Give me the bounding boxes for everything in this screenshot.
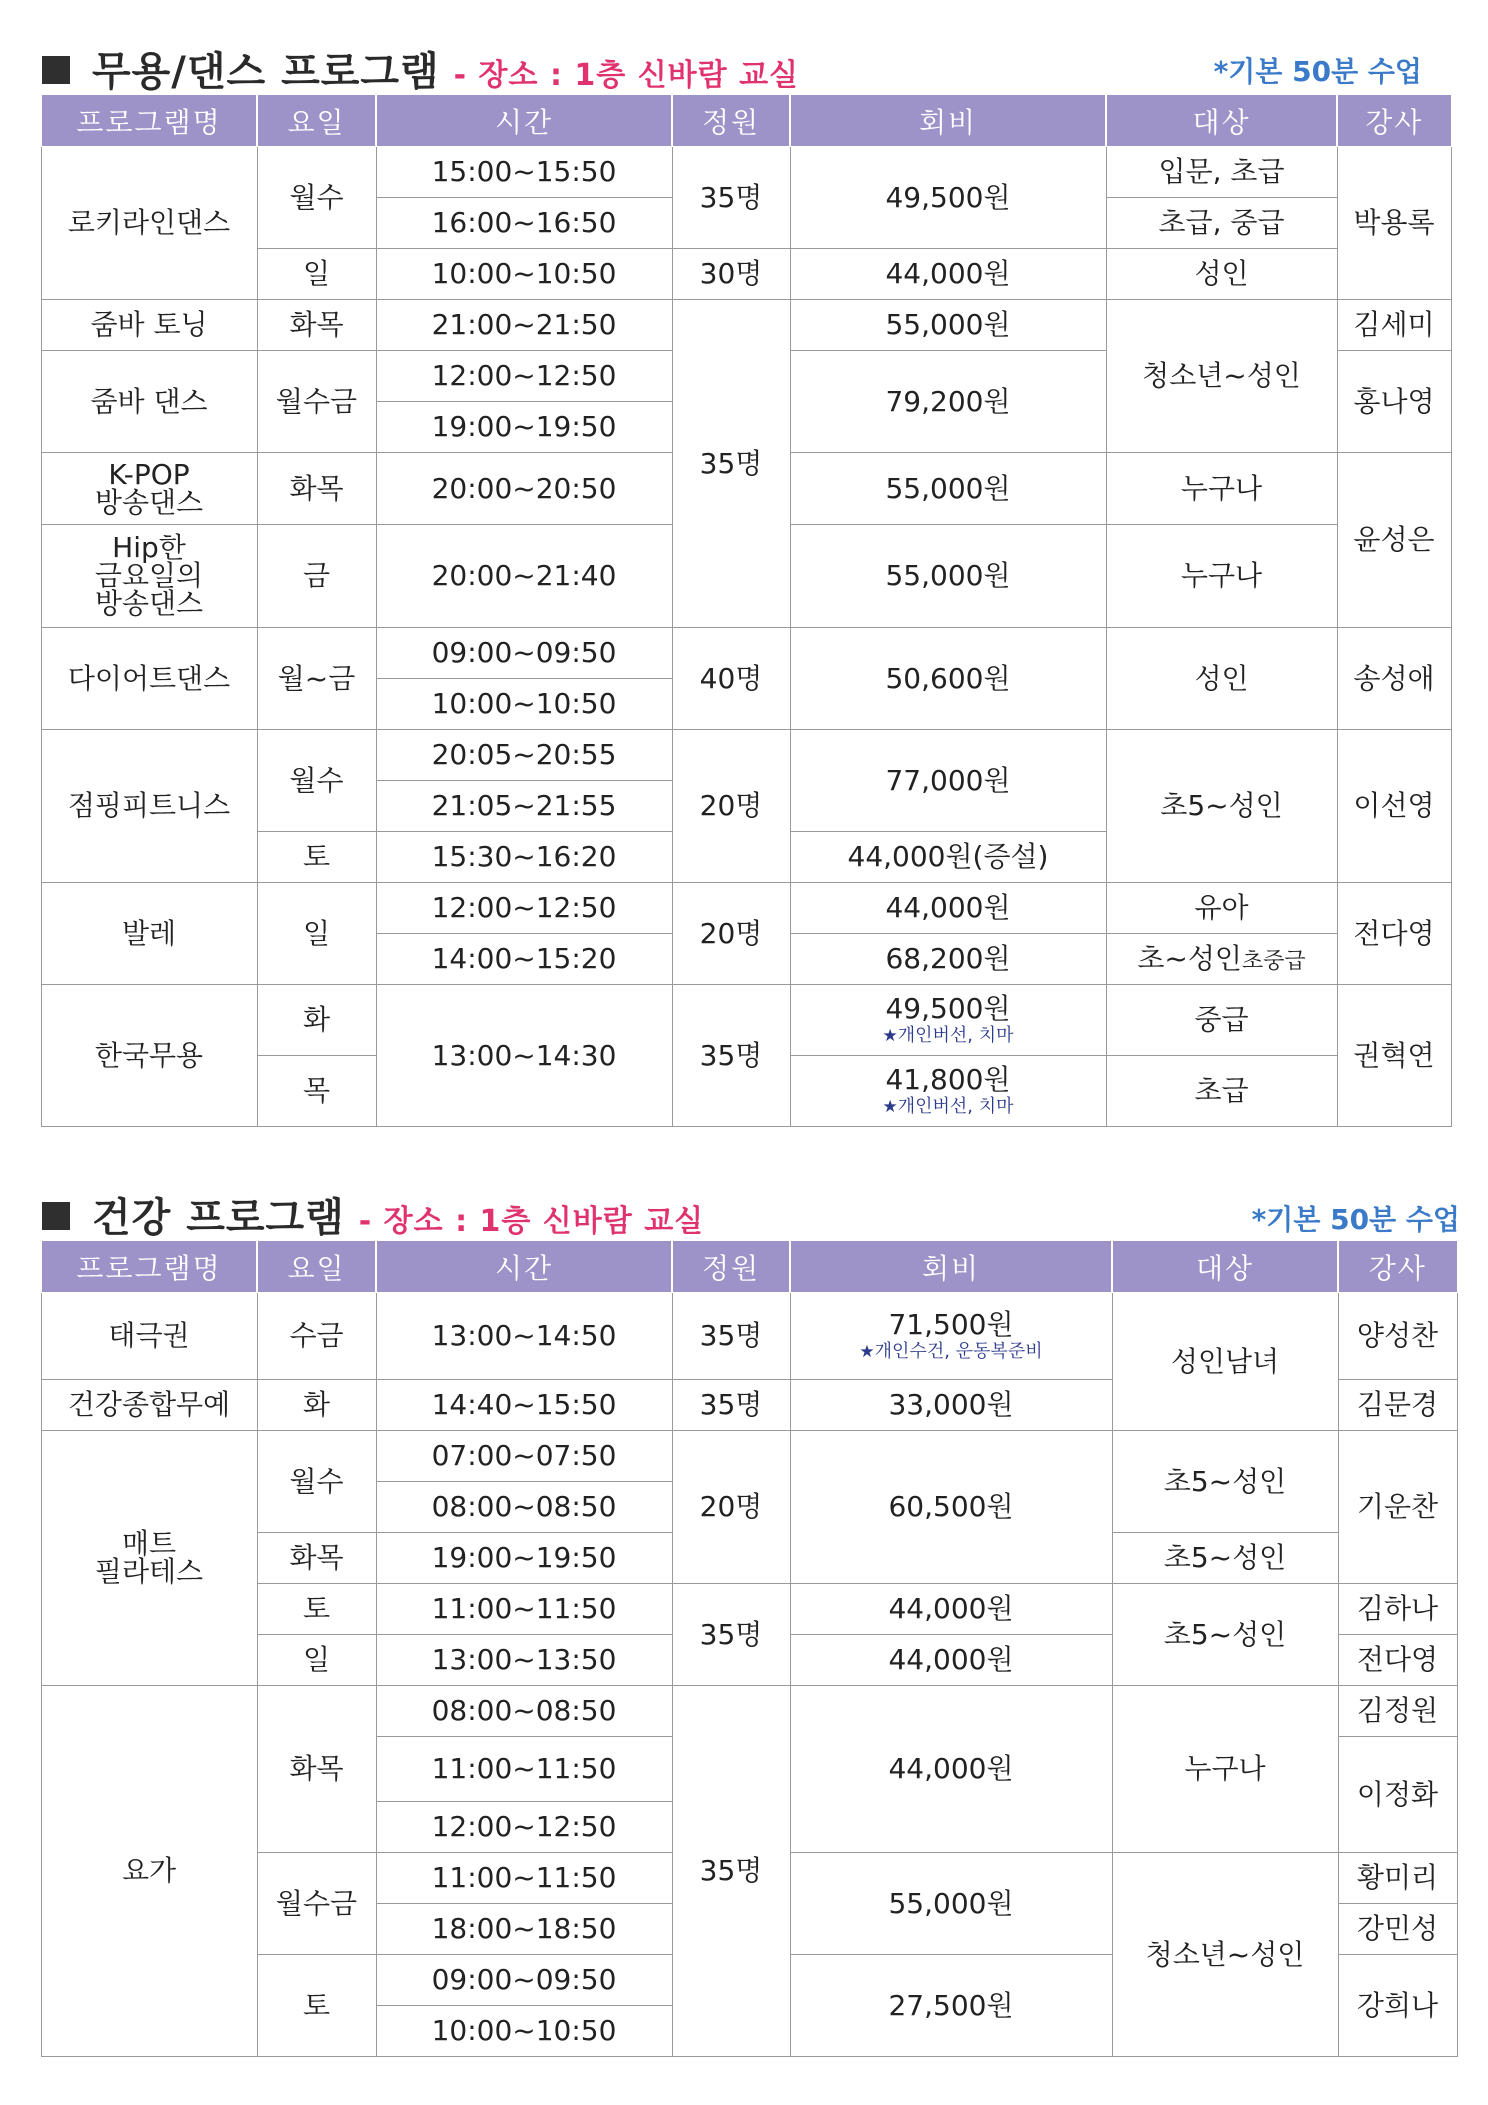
section-title: 무용/댄스 프로그램 - 장소 : 1층 신바람 교실 <box>92 49 800 95</box>
fee-cell: 68,200원 <box>790 934 1106 985</box>
time-cell: 11:00~11:50 <box>376 1737 672 1802</box>
target-cell: 초급, 중급 <box>1106 198 1337 249</box>
capacity-cell: 35명 <box>672 1686 790 2057</box>
day-cell: 화 <box>257 985 376 1056</box>
capacity-cell: 30명 <box>672 249 790 300</box>
program-name: 건강종합무예 <box>41 1380 257 1431</box>
header-target: 대상 <box>1112 1241 1338 1293</box>
section-title: 건강 프로그램 - 장소 : 1층 신바람 교실 <box>92 1195 705 1241</box>
day-cell: 목 <box>257 1056 376 1127</box>
target-cell: 초5~성인 <box>1112 1584 1338 1686</box>
teacher-cell: 전다영 <box>1338 1635 1457 1686</box>
fee-amount: 71,500원 <box>888 1307 1014 1341</box>
teacher-cell: 김하나 <box>1338 1584 1457 1635</box>
time-cell: 14:40~15:50 <box>376 1380 672 1431</box>
target-cell: 초5~성인 <box>1112 1533 1338 1584</box>
capacity-cell: 35명 <box>672 1584 790 1686</box>
teacher-cell: 김정원 <box>1338 1686 1457 1737</box>
section-place: - 장소 : 1층 신바람 교실 <box>358 1204 705 1239</box>
time-cell: 20:05~20:55 <box>376 730 672 781</box>
star-icon: ★ <box>882 1097 898 1118</box>
day-cell: 월수 <box>257 730 376 832</box>
header-target: 대상 <box>1106 95 1337 147</box>
fee-cell: 55,000원 <box>790 300 1106 351</box>
teacher-cell: 전다영 <box>1337 883 1451 985</box>
section-note: *기본 50분 수업 <box>1213 55 1422 88</box>
section-note: *기본 50분 수업 <box>1251 1203 1460 1236</box>
day-cell: 월수 <box>257 1431 376 1533</box>
day-cell: 화목 <box>257 1686 376 1853</box>
target-level: 초중급 <box>1241 949 1306 975</box>
fee-amount: 49,500원 <box>885 991 1011 1025</box>
time-cell: 08:00~08:50 <box>376 1686 672 1737</box>
time-cell: 11:00~11:50 <box>376 1853 672 1904</box>
teacher-cell: 권혁연 <box>1337 985 1451 1127</box>
target-cell: 초5~성인 <box>1106 730 1337 883</box>
time-cell: 10:00~10:50 <box>376 249 672 300</box>
time-cell: 13:00~14:50 <box>376 1293 672 1380</box>
fee-cell: 44,000원 <box>790 249 1106 300</box>
dance-table <box>40 94 1452 1127</box>
square-bullet-icon <box>42 1202 70 1230</box>
program-name: Hip한 금요일의 방송댄스 <box>41 525 257 628</box>
fee-cell: 44,000원 <box>790 883 1106 934</box>
teacher-cell: 이정화 <box>1338 1737 1457 1853</box>
time-cell: 09:00~09:50 <box>376 628 672 679</box>
program-name: 한국무용 <box>41 985 257 1127</box>
fee-cell: 77,000원 <box>790 730 1106 832</box>
day-cell: 토 <box>257 1584 376 1635</box>
target-cell <box>1106 934 1337 985</box>
target-cell: 누구나 <box>1106 453 1337 525</box>
day-cell: 일 <box>257 1635 376 1686</box>
time-cell: 12:00~12:50 <box>376 351 672 402</box>
fee-cell: 79,200원 <box>790 351 1106 453</box>
program-name: K-POP 방송댄스 <box>41 453 257 525</box>
program-name: 태극권 <box>41 1293 257 1380</box>
day-cell: 토 <box>257 832 376 883</box>
time-cell: 12:00~12:50 <box>376 883 672 934</box>
header-time: 시간 <box>376 1241 672 1293</box>
health-section <box>40 1182 1460 2057</box>
program-name: 로키라인댄스 <box>41 147 257 300</box>
time-cell: 11:00~11:50 <box>376 1584 672 1635</box>
header-program: 프로그램명 <box>41 95 257 147</box>
teacher-cell: 황미리 <box>1338 1853 1457 1904</box>
teacher-cell: 이선영 <box>1337 730 1451 883</box>
target-cell: 중급 <box>1106 985 1337 1056</box>
capacity-cell: 20명 <box>672 730 790 883</box>
program-name: 발레 <box>41 883 257 985</box>
day-cell: 화목 <box>257 453 376 525</box>
time-cell: 20:00~21:40 <box>376 525 672 628</box>
fee-cell: 33,000원 <box>790 1380 1112 1431</box>
star-icon: ★ <box>859 1342 875 1363</box>
section-header <box>40 1182 1460 1241</box>
program-name: 줌바 토닝 <box>41 300 257 351</box>
fee-cell: 44,000원(증설) <box>790 832 1106 883</box>
fee-cell <box>790 1056 1106 1127</box>
section-place: - 장소 : 1층 신바람 교실 <box>453 58 800 93</box>
fee-amount: 41,800원 <box>885 1062 1011 1096</box>
header-time: 시간 <box>376 95 672 147</box>
program-name: 다이어트댄스 <box>41 628 257 730</box>
header-day: 요일 <box>257 1241 376 1293</box>
header-fee: 회비 <box>790 95 1106 147</box>
day-cell: 월수금 <box>257 1853 376 1955</box>
target-cell: 성인 <box>1106 249 1337 300</box>
fee-note: ★개인버선, 치마 <box>882 1025 1014 1047</box>
fee-cell: 60,500원 <box>790 1431 1112 1584</box>
time-cell: 13:00~13:50 <box>376 1635 672 1686</box>
target-cell: 청소년~성인 <box>1112 1853 1338 2057</box>
header-teacher: 강사 <box>1337 95 1451 147</box>
header-capacity: 정원 <box>672 95 790 147</box>
time-cell: 09:00~09:50 <box>376 1955 672 2006</box>
time-cell: 13:00~14:30 <box>376 985 672 1127</box>
capacity-cell: 20명 <box>672 1431 790 1584</box>
fee-cell: 27,500원 <box>790 1955 1112 2057</box>
section-header <box>40 36 1450 94</box>
time-cell: 08:00~08:50 <box>376 1482 672 1533</box>
teacher-cell: 윤성은 <box>1337 453 1451 628</box>
header-capacity: 정원 <box>672 1241 790 1293</box>
header-teacher: 강사 <box>1338 1241 1457 1293</box>
fee-cell: 55,000원 <box>790 525 1106 628</box>
teacher-cell: 강희나 <box>1338 1955 1457 2057</box>
health-table <box>40 1240 1458 2057</box>
time-cell: 21:00~21:50 <box>376 300 672 351</box>
fee-cell: 49,500원 <box>790 147 1106 249</box>
capacity-cell: 35명 <box>672 1293 790 1380</box>
day-cell: 화목 <box>257 1533 376 1584</box>
target-cell: 누구나 <box>1106 525 1337 628</box>
program-name: 매트 필라테스 <box>41 1431 257 1686</box>
day-cell: 월~금 <box>257 628 376 730</box>
day-cell: 월수 <box>257 147 376 249</box>
day-cell: 수금 <box>257 1293 376 1380</box>
time-cell: 14:00~15:20 <box>376 934 672 985</box>
program-name: 점핑피트니스 <box>41 730 257 883</box>
header-fee: 회비 <box>790 1241 1112 1293</box>
teacher-cell: 양성찬 <box>1338 1293 1457 1380</box>
day-cell: 토 <box>257 1955 376 2057</box>
fee-note: ★개인버선, 치마 <box>882 1096 1014 1118</box>
teacher-cell: 박용록 <box>1337 147 1451 300</box>
capacity-cell: 35명 <box>672 147 790 249</box>
fee-cell: 55,000원 <box>790 1853 1112 1955</box>
square-bullet-icon <box>42 56 70 84</box>
target-cell: 성인 <box>1106 628 1337 730</box>
time-cell: 19:00~19:50 <box>376 1533 672 1584</box>
teacher-cell: 송성애 <box>1337 628 1451 730</box>
fee-cell <box>790 985 1106 1056</box>
fee-cell: 44,000원 <box>790 1686 1112 1853</box>
teacher-cell: 김문경 <box>1338 1380 1457 1431</box>
teacher-cell: 홍나영 <box>1337 351 1451 453</box>
header-day: 요일 <box>257 95 376 147</box>
target-cell: 청소년~성인 <box>1106 300 1337 453</box>
fee-cell: 44,000원 <box>790 1584 1112 1635</box>
fee-cell <box>790 1293 1112 1380</box>
target-cell: 누구나 <box>1112 1686 1338 1853</box>
target-cell: 초급 <box>1106 1056 1337 1127</box>
time-cell: 10:00~10:50 <box>376 2006 672 2057</box>
star-icon: ★ <box>882 1026 898 1047</box>
fee-cell: 44,000원 <box>790 1635 1112 1686</box>
capacity-cell: 35명 <box>672 300 790 628</box>
time-cell: 21:05~21:55 <box>376 781 672 832</box>
day-cell: 일 <box>257 883 376 985</box>
target-cell: 성인남녀 <box>1112 1293 1338 1431</box>
teacher-cell: 기운찬 <box>1338 1431 1457 1584</box>
time-cell: 07:00~07:50 <box>376 1431 672 1482</box>
target-cell: 유아 <box>1106 883 1337 934</box>
time-cell: 19:00~19:50 <box>376 402 672 453</box>
time-cell: 10:00~10:50 <box>376 679 672 730</box>
program-name: 요가 <box>41 1686 257 2057</box>
capacity-cell: 35명 <box>672 985 790 1127</box>
time-cell: 12:00~12:50 <box>376 1802 672 1853</box>
day-cell: 일 <box>257 249 376 300</box>
teacher-cell: 강민성 <box>1338 1904 1457 1955</box>
target-cell: 입문, 초급 <box>1106 147 1337 198</box>
time-cell: 20:00~20:50 <box>376 453 672 525</box>
target-main: 초~성인 <box>1137 942 1242 976</box>
program-name: 줌바 댄스 <box>41 351 257 453</box>
day-cell: 화 <box>257 1380 376 1431</box>
capacity-cell: 20명 <box>672 883 790 985</box>
dance-section <box>40 36 1450 1127</box>
capacity-cell: 40명 <box>672 628 790 730</box>
fee-cell: 50,600원 <box>790 628 1106 730</box>
day-cell: 금 <box>257 525 376 628</box>
header-program: 프로그램명 <box>41 1241 257 1293</box>
time-cell: 15:00~15:50 <box>376 147 672 198</box>
time-cell: 18:00~18:50 <box>376 1904 672 1955</box>
capacity-cell: 35명 <box>672 1380 790 1431</box>
target-cell: 초5~성인 <box>1112 1431 1338 1533</box>
time-cell: 16:00~16:50 <box>376 198 672 249</box>
time-cell: 15:30~16:20 <box>376 832 672 883</box>
fee-note: ★개인수건, 운동복준비 <box>859 1341 1043 1363</box>
teacher-cell: 김세미 <box>1337 300 1451 351</box>
day-cell: 화목 <box>257 300 376 351</box>
fee-cell: 55,000원 <box>790 453 1106 525</box>
day-cell: 월수금 <box>257 351 376 453</box>
